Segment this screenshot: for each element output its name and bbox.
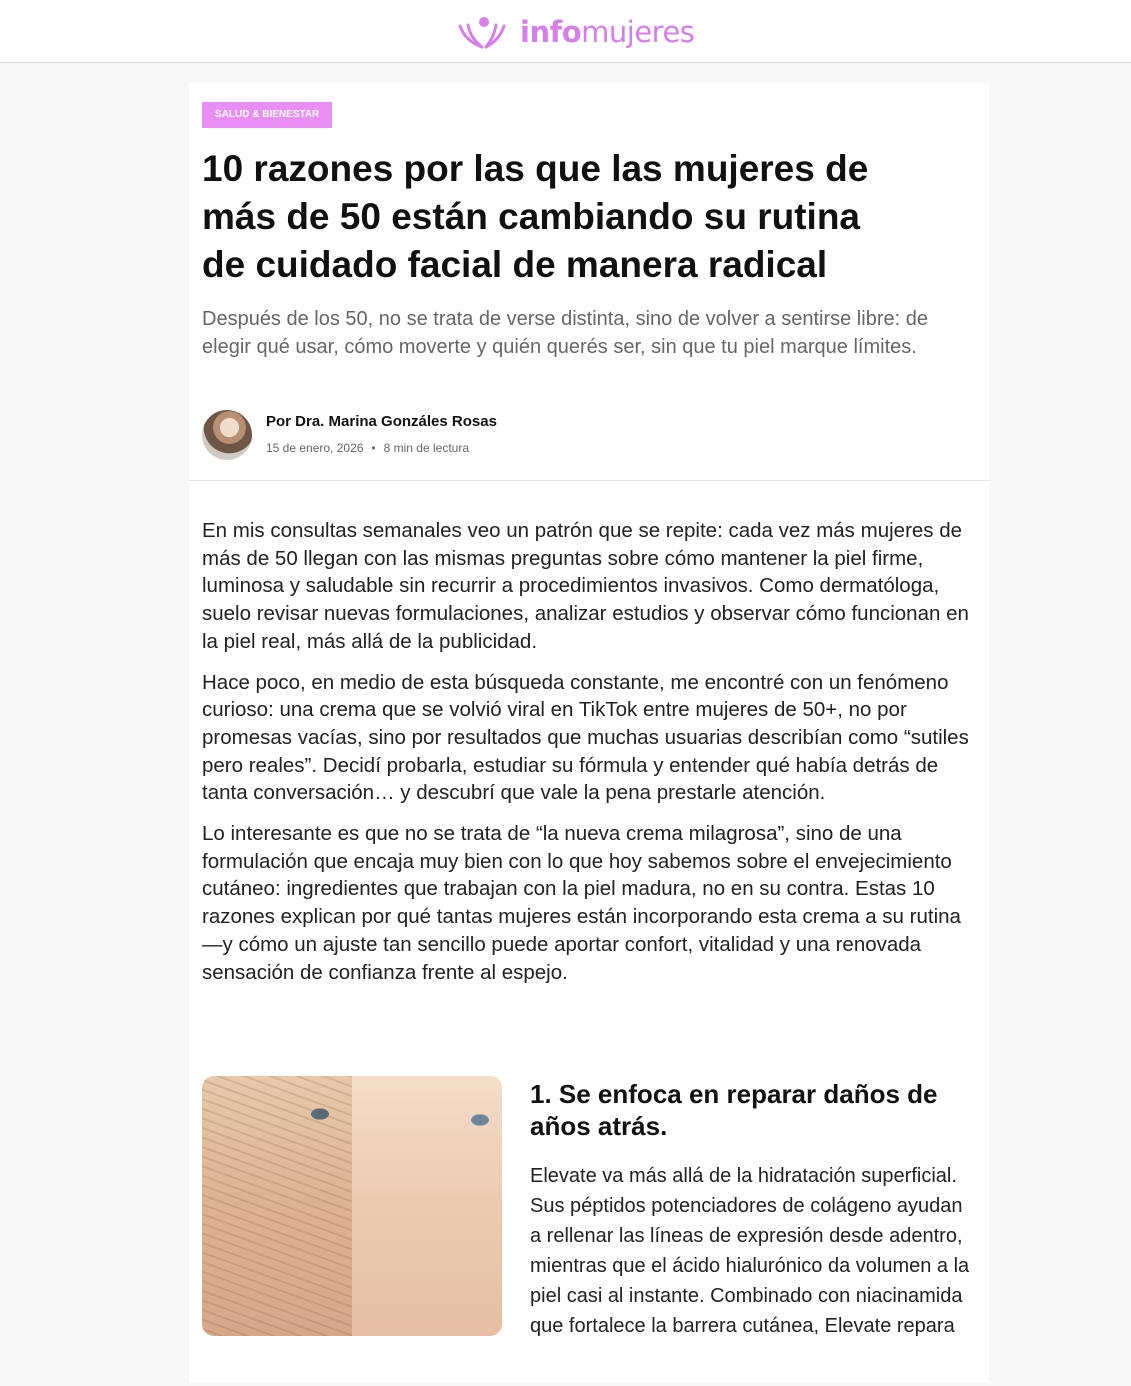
body-paragraph: Hace poco, en medio de esta búsqueda constante, me encontré con un fenómeno curioso: una crema que se volvió viral en TikTok entre mujeres de 50+, no por promesas vacías, sino por resultados que muchas usuarias describían como “sutiles pero reales”. Decidí probarla, estudiar su fórmula y entender qué había detrás de tanta conversación… y descubrí que vale la pena prestarle atención. [202, 670, 969, 805]
reason-section [202, 1076, 989, 1386]
read-time: 8 min de lectura [383, 441, 470, 455]
logo-text-light: mujeres [581, 15, 695, 49]
before-image-half [202, 1076, 352, 1336]
body-paragraph: En mis consultas semanales veo un patrón que se repite: cada vez más mujeres de más de 50 llegan con las mismas preguntas sobre cómo mantener la piel firme, luminosa y saludable sin recurrir a procedimientos invasivos. Como dermatóloga, suelo revisar nuevas formulaciones, analizar estudios y observar cómo funcionan en la piel real, más allá de la publicidad. [202, 519, 969, 653]
article-meta [266, 441, 469, 455]
article-body [202, 517, 982, 999]
reason-text: Elevate va más allá de la hidratación superficial. Sus péptidos potenciadores de colágeno ayudan a rellenar las líneas de expresión desde adentro, mientras que el ácido hialurónico da volumen a la piel casi al instante. Combinado con niacinamida que fortalece la barrera cutánea, Elevate repara [530, 1165, 970, 1337]
meta-separator-icon: • [371, 441, 376, 455]
header-divider [189, 480, 989, 481]
publish-date: 15 de enero, 2026 [266, 441, 364, 455]
article-subtitle: Después de los 50, no se trata de verse distinta, sino de volver a sentirse libre: de elegir qué usar, cómo moverte y quién querés ser, sin que tu piel marque límites. [202, 308, 928, 358]
author-name[interactable]: Por Dra. Marina Gonzáles Rosas [266, 413, 497, 430]
article-title: 10 razones por las que las mujeres de más de 50 están cambiando su rutina de cuidado facial de manera radical [202, 148, 869, 285]
logo-text-bold: info [520, 15, 582, 49]
category-badge[interactable]: SALUD & BIENESTAR [202, 102, 332, 128]
before-after-image [202, 1076, 502, 1336]
article-card [189, 83, 989, 1383]
author-avatar [202, 410, 252, 460]
site-logo[interactable] [456, 12, 694, 52]
after-image-half [352, 1076, 502, 1336]
body-paragraph: Lo interesante es que no se trata de “la nueva crema milagrosa”, sino de una formulación que encaja muy bien con lo que hoy sabemos sobre el envejecimiento cutáneo: ingredientes que trabajan con la piel madura, no en su contra. Estas 10 razones explican por qué tantas mujeres están incorporando esta crema a su rutina —y cómo un ajuste tan sencillo puede aportar confort, vitalidad y una renovada sensación de confianza frente al espejo. [202, 822, 961, 984]
lotus-icon [456, 14, 514, 50]
reason-title: 1. Se enfoca en reparar daños de años atrás. [530, 1079, 938, 1141]
site-header [0, 0, 1131, 63]
